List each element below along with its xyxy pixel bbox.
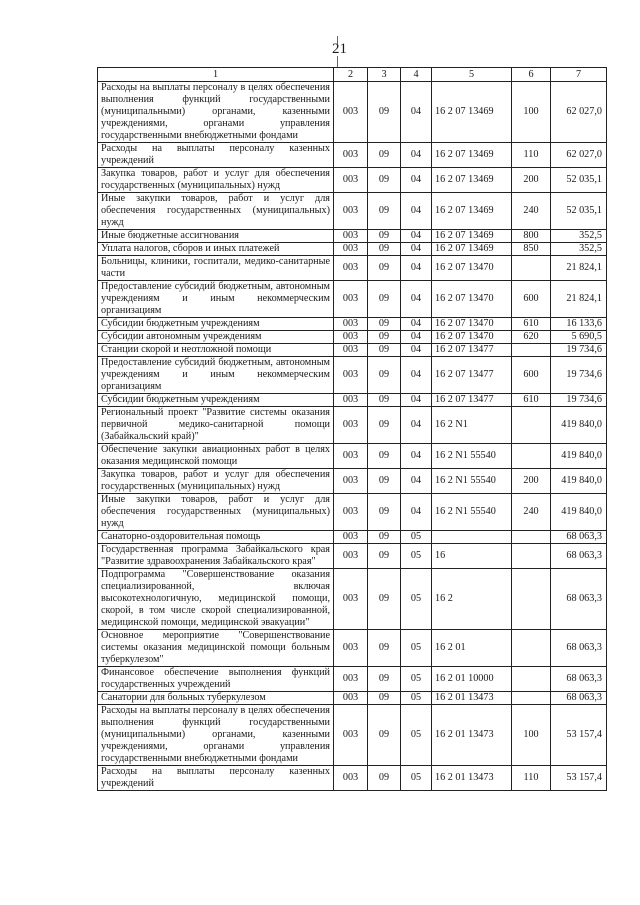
ministry-code: 003 <box>334 331 368 344</box>
target-article: 16 2 01 <box>432 630 512 667</box>
amount: 352,5 <box>551 243 607 256</box>
column-header: 6 <box>512 68 551 82</box>
ministry-code: 003 <box>334 143 368 168</box>
page-number: 21 <box>332 41 347 57</box>
subsection-code: 04 <box>401 494 432 531</box>
subsection-code: 05 <box>401 667 432 692</box>
subsection-code: 04 <box>401 230 432 243</box>
expense-name: Санатории для больных туберкулезом <box>98 692 334 705</box>
expense-name: Станции скорой и неотложной помощи <box>98 344 334 357</box>
amount: 62 027,0 <box>551 82 607 143</box>
section-code: 09 <box>368 766 401 791</box>
expense-name: Финансовое обеспечение выполнения функций государственных учреждений <box>98 667 334 692</box>
ministry-code: 003 <box>334 494 368 531</box>
table-row <box>98 469 607 494</box>
subsection-code: 04 <box>401 469 432 494</box>
expense-type <box>512 344 551 357</box>
section-code: 09 <box>368 243 401 256</box>
ministry-code: 003 <box>334 444 368 469</box>
table-row <box>98 331 607 344</box>
column-header: 1 <box>98 68 334 82</box>
table-row <box>98 168 607 193</box>
expense-name: Расходы на выплаты персоналу в целях обеспечения выполнения функций государственными (муниципальными) органами, казенными учреждениями, органами управления государственными внебюджетными фондами <box>98 82 334 143</box>
section-code: 09 <box>368 357 401 394</box>
expense-type: 610 <box>512 318 551 331</box>
expense-type: 200 <box>512 168 551 193</box>
amount: 68 063,3 <box>551 667 607 692</box>
expense-type: 800 <box>512 230 551 243</box>
subsection-code: 04 <box>401 318 432 331</box>
target-article: 16 2 07 13470 <box>432 331 512 344</box>
section-code: 09 <box>368 569 401 630</box>
amount: 52 035,1 <box>551 168 607 193</box>
amount: 419 840,0 <box>551 469 607 494</box>
expense-name: Субсидии автономным учреждениям <box>98 331 334 344</box>
ministry-code: 003 <box>334 705 368 766</box>
amount: 21 824,1 <box>551 256 607 281</box>
table-row <box>98 705 607 766</box>
section-code: 09 <box>368 705 401 766</box>
ministry-code: 003 <box>334 82 368 143</box>
amount: 52 035,1 <box>551 193 607 230</box>
section-code: 09 <box>368 82 401 143</box>
table-row <box>98 494 607 531</box>
target-article: 16 2 N1 55540 <box>432 469 512 494</box>
expense-type: 600 <box>512 281 551 318</box>
ministry-code: 003 <box>334 230 368 243</box>
amount: 419 840,0 <box>551 444 607 469</box>
table-row <box>98 692 607 705</box>
expense-type <box>512 544 551 569</box>
expense-name: Субсидии бюджетным учреждениям <box>98 394 334 407</box>
table-row <box>98 230 607 243</box>
amount: 419 840,0 <box>551 407 607 444</box>
expense-name: Уплата налогов, сборов и иных платежей <box>98 243 334 256</box>
expense-type: 600 <box>512 357 551 394</box>
section-code: 09 <box>368 168 401 193</box>
amount: 5 690,5 <box>551 331 607 344</box>
target-article: 16 2 01 13473 <box>432 766 512 791</box>
column-header: 7 <box>551 68 607 82</box>
expense-type <box>512 256 551 281</box>
table-row <box>98 256 607 281</box>
section-code: 09 <box>368 230 401 243</box>
target-article: 16 2 N1 55540 <box>432 494 512 531</box>
expense-name: Расходы на выплаты персоналу казенных учреждений <box>98 143 334 168</box>
ministry-code: 003 <box>334 318 368 331</box>
table-row <box>98 544 607 569</box>
ministry-code: 003 <box>334 544 368 569</box>
subsection-code: 04 <box>401 357 432 394</box>
expense-name: Основное мероприятие "Совершенствование системы оказания медицинской помощи больным туберкулезом" <box>98 630 334 667</box>
section-code: 09 <box>368 444 401 469</box>
expense-type: 850 <box>512 243 551 256</box>
target-article: 16 2 01 13473 <box>432 692 512 705</box>
expense-type: 110 <box>512 766 551 791</box>
amount: 21 824,1 <box>551 281 607 318</box>
section-code: 09 <box>368 394 401 407</box>
target-article: 16 2 01 13473 <box>432 705 512 766</box>
expense-type <box>512 692 551 705</box>
target-article: 16 2 N1 55540 <box>432 444 512 469</box>
amount: 53 157,4 <box>551 705 607 766</box>
expense-type: 100 <box>512 82 551 143</box>
subsection-code: 04 <box>401 444 432 469</box>
expense-type: 610 <box>512 394 551 407</box>
target-article: 16 2 07 13469 <box>432 168 512 193</box>
subsection-code: 04 <box>401 168 432 193</box>
expense-type: 110 <box>512 143 551 168</box>
subsection-code: 04 <box>401 344 432 357</box>
column-header: 5 <box>432 68 512 82</box>
amount: 19 734,6 <box>551 344 607 357</box>
subsection-code: 04 <box>401 331 432 344</box>
table-row <box>98 531 607 544</box>
section-code: 09 <box>368 469 401 494</box>
ministry-code: 003 <box>334 281 368 318</box>
table-row <box>98 281 607 318</box>
expense-type: 620 <box>512 331 551 344</box>
ministry-code: 003 <box>334 630 368 667</box>
amount: 419 840,0 <box>551 494 607 531</box>
table-row <box>98 569 607 630</box>
expense-name: Иные бюджетные ассигнования <box>98 230 334 243</box>
expense-type: 200 <box>512 469 551 494</box>
expense-name: Закупка товаров, работ и услуг для обеспечения государственных (муниципальных) нужд <box>98 469 334 494</box>
ministry-code: 003 <box>334 344 368 357</box>
ministry-code: 003 <box>334 692 368 705</box>
target-article: 16 2 07 13477 <box>432 357 512 394</box>
target-article: 16 2 07 13470 <box>432 256 512 281</box>
amount: 68 063,3 <box>551 569 607 630</box>
section-code: 09 <box>368 143 401 168</box>
ministry-code: 003 <box>334 569 368 630</box>
budget-table <box>97 67 607 791</box>
table-row <box>98 143 607 168</box>
expense-name: Иные закупки товаров, работ и услуг для обеспечения государственных (муниципальных) нужд <box>98 494 334 531</box>
expense-type: 240 <box>512 494 551 531</box>
target-article: 16 2 07 13469 <box>432 193 512 230</box>
section-code: 09 <box>368 331 401 344</box>
target-article: 16 2 07 13477 <box>432 344 512 357</box>
target-article <box>432 531 512 544</box>
expense-type: 240 <box>512 193 551 230</box>
amount: 53 157,4 <box>551 766 607 791</box>
ministry-code: 003 <box>334 469 368 494</box>
subsection-code: 04 <box>401 193 432 230</box>
subsection-code: 05 <box>401 705 432 766</box>
section-code: 09 <box>368 667 401 692</box>
target-article: 16 2 N1 <box>432 407 512 444</box>
ministry-code: 003 <box>334 243 368 256</box>
expense-name: Больницы, клиники, госпитали, медико-санитарные части <box>98 256 334 281</box>
table-row <box>98 82 607 143</box>
table-row <box>98 766 607 791</box>
table-row <box>98 394 607 407</box>
ministry-code: 003 <box>334 667 368 692</box>
expense-name: Иные закупки товаров, работ и услуг для обеспечения государственных (муниципальных) нужд <box>98 193 334 230</box>
expense-type <box>512 444 551 469</box>
amount: 68 063,3 <box>551 531 607 544</box>
column-header: 4 <box>401 68 432 82</box>
subsection-code: 04 <box>401 82 432 143</box>
section-code: 09 <box>368 407 401 444</box>
section-code: 09 <box>368 193 401 230</box>
amount: 19 734,6 <box>551 394 607 407</box>
ministry-code: 003 <box>334 193 368 230</box>
subsection-code: 04 <box>401 407 432 444</box>
target-article: 16 <box>432 544 512 569</box>
ministry-code: 003 <box>334 407 368 444</box>
subsection-code: 04 <box>401 281 432 318</box>
ministry-code: 003 <box>334 168 368 193</box>
expense-type <box>512 531 551 544</box>
subsection-code: 04 <box>401 143 432 168</box>
subsection-code: 05 <box>401 692 432 705</box>
amount: 19 734,6 <box>551 357 607 394</box>
subsection-code: 05 <box>401 544 432 569</box>
expense-name: Субсидии бюджетным учреждениям <box>98 318 334 331</box>
expense-type <box>512 407 551 444</box>
expense-type: 100 <box>512 705 551 766</box>
subsection-code: 05 <box>401 766 432 791</box>
target-article: 16 2 07 13469 <box>432 82 512 143</box>
expense-name: Предоставление субсидий бюджетным, автономным учреждениям и иным некоммерческим организациям <box>98 281 334 318</box>
target-article: 16 2 01 10000 <box>432 667 512 692</box>
section-code: 09 <box>368 544 401 569</box>
target-article: 16 2 07 13470 <box>432 281 512 318</box>
ministry-code: 003 <box>334 394 368 407</box>
table-row <box>98 667 607 692</box>
table-row <box>98 318 607 331</box>
table-row <box>98 444 607 469</box>
expense-name: Предоставление субсидий бюджетным, автономным учреждениям и иным некоммерческим организациям <box>98 357 334 394</box>
section-code: 09 <box>368 531 401 544</box>
ministry-code: 003 <box>334 766 368 791</box>
expense-name: Государственная программа Забайкальского края "Развитие здравоохранения Забайкальского края" <box>98 544 334 569</box>
ministry-code: 003 <box>334 357 368 394</box>
amount: 352,5 <box>551 230 607 243</box>
expense-type <box>512 630 551 667</box>
expense-name: Санаторно-оздоровительная помощь <box>98 531 334 544</box>
expense-name: Региональный проект "Развитие системы оказания первичной медико-санитарной помощи (Забайкальский край)" <box>98 407 334 444</box>
expense-type <box>512 667 551 692</box>
target-article: 16 2 07 13477 <box>432 394 512 407</box>
subsection-code: 04 <box>401 256 432 281</box>
table-row <box>98 193 607 230</box>
header-row <box>98 68 607 82</box>
subsection-code: 05 <box>401 569 432 630</box>
subsection-code: 05 <box>401 531 432 544</box>
section-code: 09 <box>368 692 401 705</box>
expense-name: Закупка товаров, работ и услуг для обеспечения государственных (муниципальных) нужд <box>98 168 334 193</box>
target-article: 16 2 07 13469 <box>432 243 512 256</box>
section-code: 09 <box>368 318 401 331</box>
section-code: 09 <box>368 630 401 667</box>
ministry-code: 003 <box>334 256 368 281</box>
table-row <box>98 357 607 394</box>
target-article: 16 2 07 13469 <box>432 143 512 168</box>
amount: 68 063,3 <box>551 544 607 569</box>
amount: 16 133,6 <box>551 318 607 331</box>
subsection-code: 05 <box>401 630 432 667</box>
column-header: 2 <box>334 68 368 82</box>
subsection-code: 04 <box>401 394 432 407</box>
expense-name: Расходы на выплаты персоналу казенных учреждений <box>98 766 334 791</box>
expense-name: Обеспечение закупки авиационных работ в целях оказания медицинской помощи <box>98 444 334 469</box>
expense-type <box>512 569 551 630</box>
table-row <box>98 407 607 444</box>
expense-name: Расходы на выплаты персоналу в целях обеспечения выполнения функций государственными (муниципальными) органами, казенными учреждениями, органами управления государственными внебюджетными фондами <box>98 705 334 766</box>
table-row <box>98 630 607 667</box>
target-article: 16 2 07 13470 <box>432 318 512 331</box>
ministry-code: 003 <box>334 531 368 544</box>
target-article: 16 2 07 13469 <box>432 230 512 243</box>
target-article: 16 2 <box>432 569 512 630</box>
subsection-code: 04 <box>401 243 432 256</box>
table-row <box>98 344 607 357</box>
amount: 68 063,3 <box>551 630 607 667</box>
column-header: 3 <box>368 68 401 82</box>
amount: 68 063,3 <box>551 692 607 705</box>
section-code: 09 <box>368 281 401 318</box>
amount: 62 027,0 <box>551 143 607 168</box>
expense-name: Подпрограмма "Совершенствование оказания специализированной, включая высокотехнологичную, медицинской помощи, скорой, в том числе скорой специализированной, медицинской помощи, медицинской эвакуации" <box>98 569 334 630</box>
section-code: 09 <box>368 256 401 281</box>
section-code: 09 <box>368 344 401 357</box>
table-row <box>98 243 607 256</box>
section-code: 09 <box>368 494 401 531</box>
